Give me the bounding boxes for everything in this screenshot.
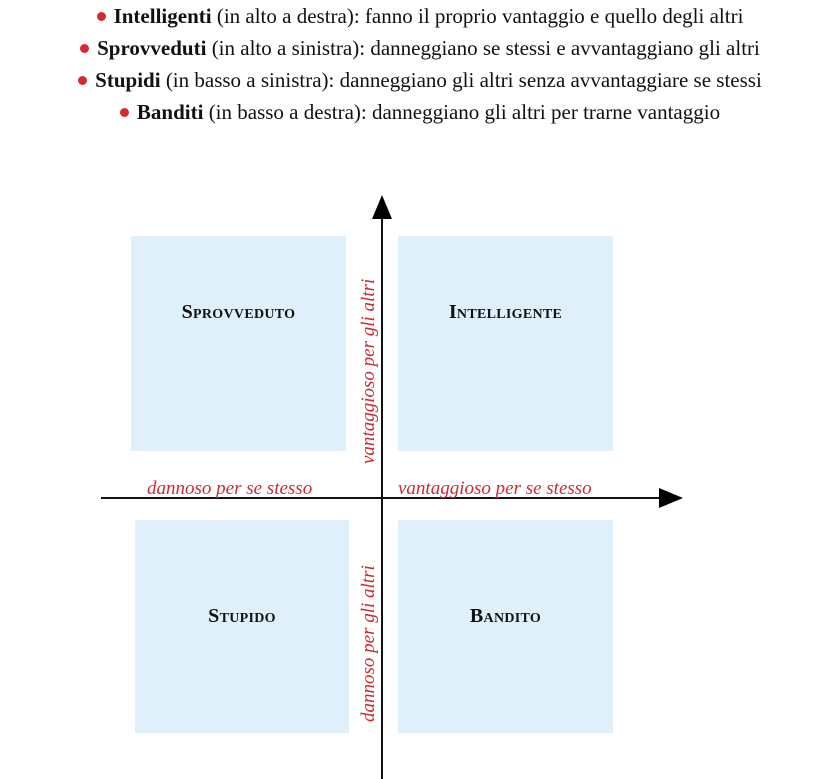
quadrant-label-stupido: Stupido (208, 605, 276, 627)
legend-term: Intelligenti (113, 4, 212, 28)
legend-text: (in basso a sinistra): danneggiano gli altri senza avvantaggiare se stessi (160, 68, 762, 92)
axis-label-y-negative: dannoso per gli altri (358, 565, 379, 722)
legend-term: Stupidi (95, 68, 161, 92)
axis-label-y-positive: vantaggioso per gli altri (358, 278, 379, 464)
legend-text: (in basso a destra): danneggiano gli altri per trarne vantaggio (203, 100, 721, 124)
quadrant-label-sprovveduto: Sprovveduto (181, 301, 296, 323)
legend-term: Sprovveduti (97, 36, 207, 60)
x-axis-arrow-icon (659, 488, 683, 508)
legend-term: Banditi (136, 100, 204, 124)
legend-text: (in alto a destra): fanno il proprio vantaggio e quello degli altri (211, 4, 744, 28)
legend-text: (in alto a sinistra): danneggiano se stessi e avvantaggiano gli altri (206, 36, 760, 60)
y-axis-arrow-icon (372, 195, 392, 219)
axis-label-x-negative: dannoso per se stesso (147, 478, 313, 499)
quadrant-label-bandito: Bandito (469, 605, 542, 627)
quadrant-label-intelligente: Intelligente (448, 301, 563, 323)
axis-label-x-positive: vantaggioso per se stesso (398, 478, 592, 499)
